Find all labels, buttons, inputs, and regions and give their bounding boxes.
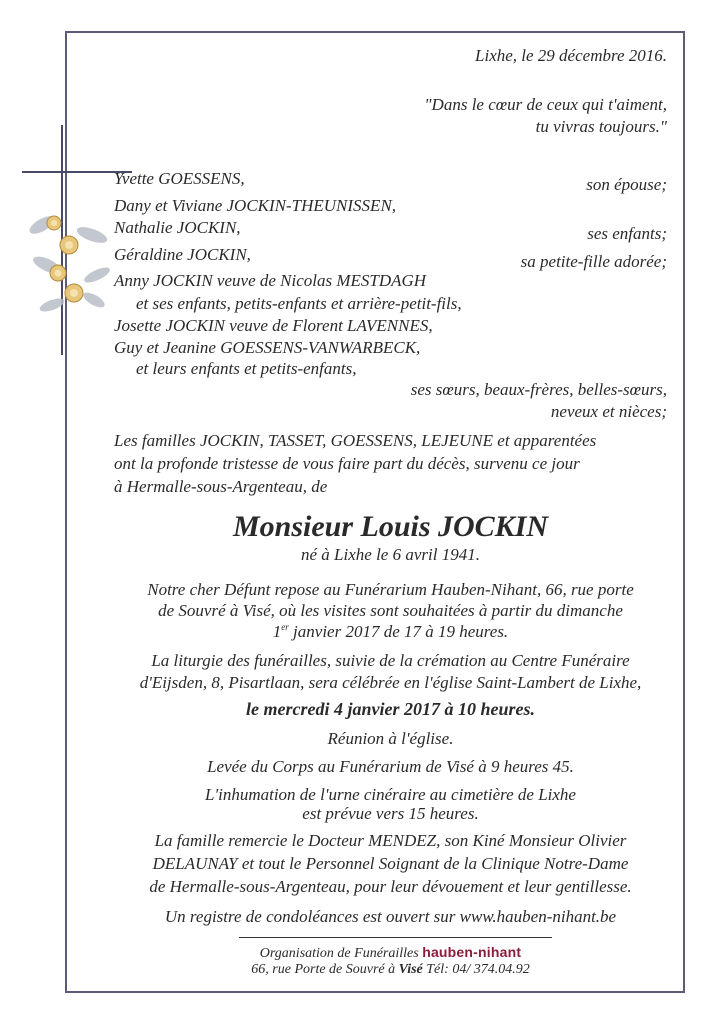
family-line-9: et leurs enfants et petits-enfants, (136, 359, 357, 378)
relation-nephews: neveux et nièces; (550, 402, 667, 421)
family-line-2: Dany et Viviane JOCKIN-THEUNISSEN, (114, 196, 397, 215)
urn-line-2: est prévue vers 15 heures. (302, 804, 479, 823)
quote-line-2: tu vivras toujours." (535, 117, 667, 136)
relation-granddaughter: sa petite-fille adorée; (520, 252, 667, 271)
liturgy-line-2: d'Eijsden, 8, Pisartlaan, sera célébrée en l'église Saint-Lambert de Lixhe, (139, 673, 642, 692)
visitation-time: janvier 2017 de 17 à 19 heures. (288, 622, 509, 641)
family-line-1: Yvette GOESSENS, (114, 169, 245, 188)
visitation-day-suffix: er (281, 622, 289, 632)
family-line-6: et ses enfants, petits-enfants et arrière-petit-fils, (136, 294, 462, 313)
footer-address-prefix: 66, rue Porte de Souvré à (251, 962, 399, 977)
thanks-line-1: La famille remercie le Docteur MENDEZ, son Kiné Monsieur Olivier (154, 831, 627, 850)
footer-organisation (114, 944, 667, 962)
relation-siblings: ses sœurs, beaux-frères, belles-sœurs, (410, 380, 667, 399)
announcement-line-2: ont la profonde tristesse de vous faire part du décès, survenu ce jour (114, 454, 580, 473)
family-line-8: Guy et Jeanine GOESSENS-VANWARBECK, (114, 338, 421, 357)
relation-children: ses enfants; (587, 224, 667, 243)
footer-address (114, 961, 667, 978)
family-line-4: Géraldine JOCKIN, (114, 245, 251, 264)
place-date: Lixhe, le 29 décembre 2016. (475, 46, 667, 65)
urn-line-1: L'inhumation de l'urne cinéraire au cimetière de Lixhe (205, 785, 576, 804)
levee-du-corps: Levée du Corps au Funérarium de Visé à 9 heures 45. (207, 757, 574, 776)
thanks-line-2: DELAUNAY et tout le Personnel Soignant de la Clinique Notre-Dame (152, 854, 629, 873)
family-line-3: Nathalie JOCKIN, (114, 218, 241, 237)
quote-line-1: "Dans le cœur de ceux qui t'aiment, (424, 95, 667, 114)
relation-spouse: son épouse; (586, 175, 667, 194)
visitation-line-1: Notre cher Défunt repose au Funérarium Hauben-Nihant, 66, rue porte (147, 580, 634, 599)
footer-divider (239, 937, 552, 938)
footer-phone: Tél: 04/ 374.04.92 (422, 962, 530, 977)
footer-city: Visé (398, 962, 423, 977)
visitation-line-2: de Souvré à Visé, où les visites sont souhaitées à partir du dimanche (158, 601, 623, 620)
visitation-line-3 (114, 622, 667, 642)
liturgy-line-1: La liturgie des funérailles, suivie de la crémation au Centre Funéraire (151, 651, 630, 670)
announcement-line-3: à Hermalle-sous-Argenteau, de (114, 477, 328, 496)
brand-logo: hauben-nihant (422, 944, 522, 960)
announcement-line-1: Les familles JOCKIN, TASSET, GOESSENS, LEJEUNE et apparentées (114, 431, 597, 450)
thanks-line-3: de Hermalle-sous-Argenteau, pour leur dévouement et leur gentillesse. (149, 877, 632, 896)
meeting-place: Réunion à l'église. (327, 729, 454, 748)
footer-org-prefix: Organisation de Funérailles (259, 946, 423, 961)
funeral-date: le mercredi 4 janvier 2017 à 10 heures. (246, 699, 535, 719)
condolence-register: Un registre de condoléances est ouvert sur www.hauben-nihant.be (164, 907, 617, 926)
family-line-7: Josette JOCKIN veuve de Florent LAVENNES, (114, 316, 433, 335)
deceased-name: Monsieur Louis JOCKIN (232, 510, 549, 543)
visitation-day: 1 (272, 622, 282, 641)
family-line-5: Anny JOCKIN veuve de Nicolas MESTDAGH (114, 271, 427, 290)
deceased-birth: né à Lixhe le 6 avril 1941. (301, 545, 480, 564)
